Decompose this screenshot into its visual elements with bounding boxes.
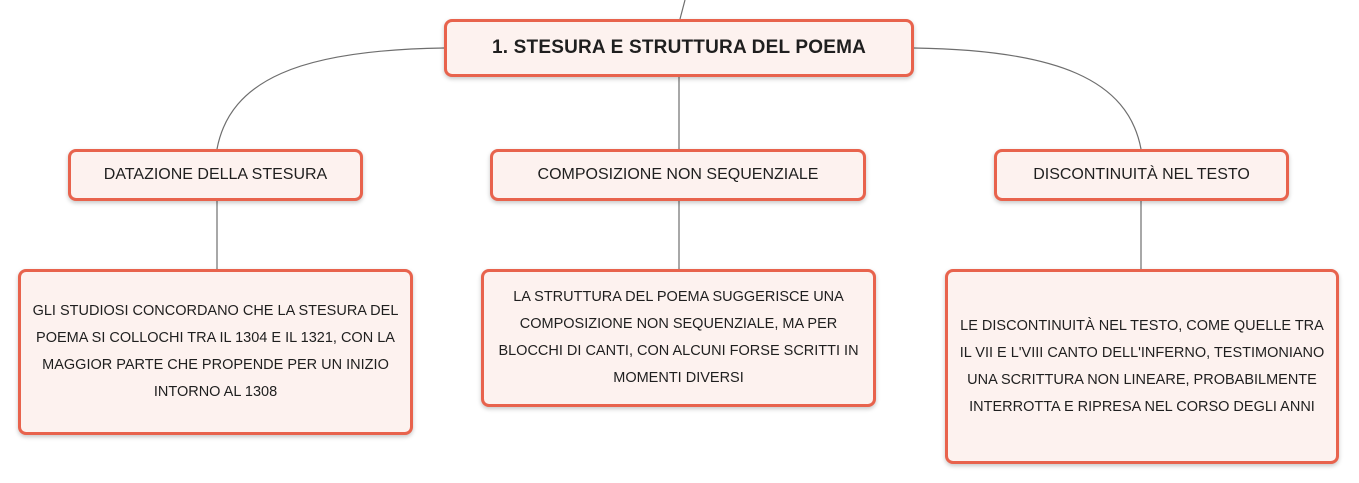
detail-node-text: LA STRUTTURA DEL POEMA SUGGERISCE UNA COMPOSIZIONE NON SEQUENZIALE, MA PER BLOCCHI DI CANTI, CON ALCUNI FORSE SCRITTI IN MOMENTI DIVERSI [498, 289, 859, 386]
topic-node-composizione[interactable] [490, 149, 866, 201]
connector-root-topic-1 [217, 48, 444, 149]
detail-node-text: LE DISCONTINUITÀ NEL TESTO, COME QUELLE TRA IL VII E L'VIII CANTO DELL'INFERNO, TESTIMONIANO UNA SCRITTURA NON LINEARE, PROBABILMENTE INTERROTTA E RIPRESA NEL CORSO DEGLI ANNI [959, 317, 1325, 415]
connector-root-topic-3 [914, 48, 1141, 149]
root-node[interactable] [444, 19, 914, 77]
detail-node-text: GLI STUDIOSI CONCORDANO CHE LA STESURA DEL POEMA SI COLLOCHI TRA IL 1304 E IL 1321, CON LA MAGGIOR PARTE CHE PROPENDE PER UN INIZIO INTORNO AL 1308 [32, 303, 399, 400]
topic-node-label: DISCONTINUITÀ NEL TESTO [1033, 166, 1250, 183]
topic-node-discontinuita[interactable] [994, 149, 1289, 201]
topic-node-datazione[interactable] [68, 149, 363, 201]
detail-node-datazione[interactable] [18, 269, 413, 435]
topic-node-label: COMPOSIZIONE NON SEQUENZIALE [537, 166, 819, 183]
topic-node-label: DATAZIONE DELLA STESURA [103, 166, 328, 183]
detail-node-composizione[interactable] [481, 269, 876, 407]
detail-node-discontinuita[interactable] [945, 269, 1339, 464]
parent-connector [680, 0, 685, 19]
root-node-label: 1. STESURA E STRUTTURA DEL POEMA [491, 37, 867, 58]
